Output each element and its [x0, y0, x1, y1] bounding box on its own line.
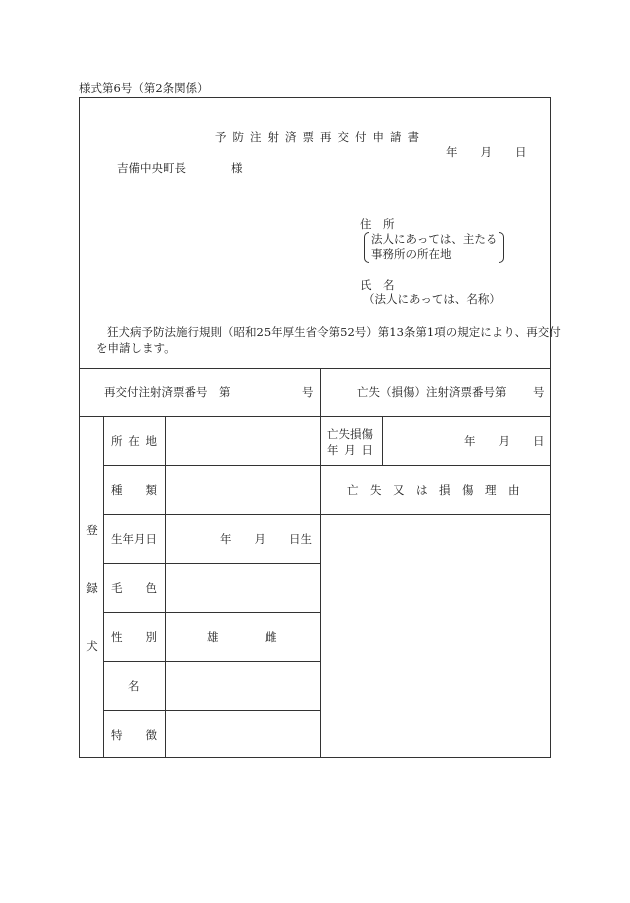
statement-line-1: 狂犬病予防法施行規則（昭和25年厚生省令第52号）第13条第1項の規定により、再交付	[107, 325, 561, 339]
reissue-tag-suffix: 号	[302, 385, 314, 399]
dog-location-label: 所 在 地	[111, 434, 157, 448]
form-outer-border	[79, 97, 551, 758]
application-date: 年 月 日	[446, 145, 527, 159]
rule-v-section	[103, 416, 104, 758]
reissue-tag-label: 再交付注射済票番号	[104, 385, 208, 399]
dog-sex-label: 性 別	[111, 630, 157, 644]
address-note-line-2: 事務所の所在地	[371, 247, 452, 261]
dog-breed-label: 種 類	[111, 483, 157, 497]
name-label: 氏 名	[360, 278, 395, 292]
form-id: 様式第6号（第2条関係）	[79, 81, 209, 95]
lost-tag-label: 亡失（損傷）注射済票番号第	[357, 385, 507, 399]
loss-reason-label: 亡 失 又 は 損 傷 理 由	[347, 483, 520, 497]
loss-date-value: 年 月 日	[464, 434, 545, 448]
registered-dog-label: 登録犬	[85, 524, 99, 698]
rule-h-row-1	[103, 465, 551, 466]
bracket-close	[499, 232, 504, 263]
statement-line-2: を申請します。	[96, 341, 176, 355]
rule-h-row-6	[103, 710, 320, 711]
rule-h-row-4	[103, 612, 320, 613]
dog-name-label: 名	[128, 679, 140, 693]
loss-date-label-line-1: 亡失損傷	[327, 427, 373, 441]
rule-h-row-2	[103, 514, 551, 515]
dog-coat-color-label: 毛 色	[111, 581, 157, 595]
rule-h-tag-top	[79, 368, 551, 369]
rule-v-loss-date	[382, 416, 383, 465]
dog-sex-male-option: 雄	[207, 630, 219, 644]
address-label: 住 所	[360, 217, 395, 231]
rule-h-row-3	[103, 563, 320, 564]
dog-features-label: 特 徴	[111, 728, 157, 742]
dog-birthdate-label: 生年月日	[111, 532, 157, 546]
name-note: （法人にあっては、名称）	[363, 292, 501, 306]
form-title: 予 防 注 射 済 票 再 交 付 申 請 書	[215, 130, 419, 144]
addressee-name: 吉備中央町長	[117, 161, 186, 175]
rule-v-label	[165, 416, 166, 758]
reissue-tag-prefix: 第	[219, 385, 231, 399]
bracket-open	[364, 232, 369, 263]
lost-tag-suffix: 号	[533, 385, 545, 399]
rule-h-tag-bottom	[79, 416, 551, 417]
address-note-line-1: 法人にあっては、主たる	[371, 232, 498, 246]
loss-date-label-line-2: 年 月 日	[327, 443, 373, 457]
dog-birthdate-value: 年 月 日生	[220, 532, 312, 546]
addressee-honorific: 様	[231, 161, 243, 175]
rule-h-row-5	[103, 661, 320, 662]
dog-sex-female-option: 雌	[265, 630, 277, 644]
rule-v-center	[320, 368, 321, 758]
